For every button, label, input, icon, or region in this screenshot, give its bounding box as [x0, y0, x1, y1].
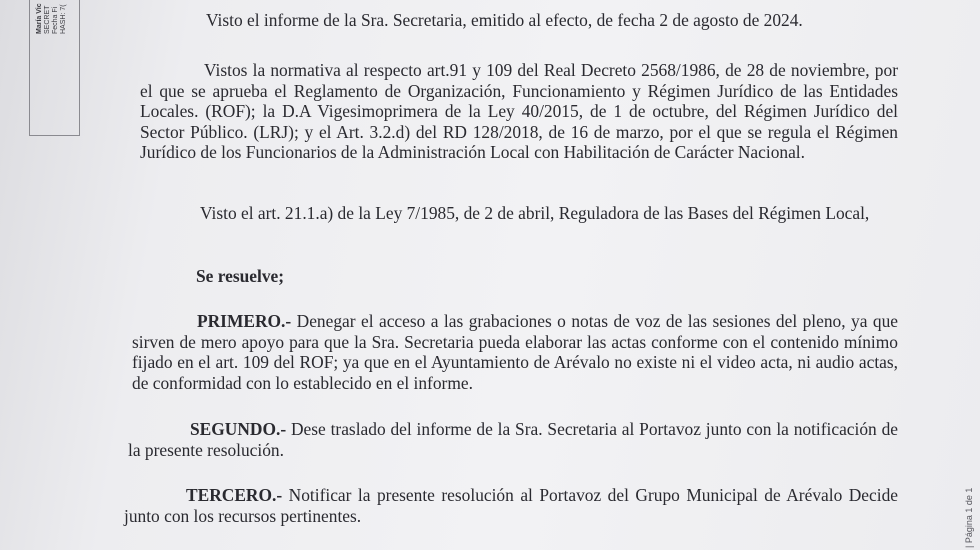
paragraph-segundo: [128, 419, 898, 460]
segundo-lead: SEGUNDO.-: [190, 419, 287, 439]
stamp-hash-label: HASH: 7(: [60, 4, 67, 34]
paragraph-vistos-normativa: Vistos la normativa al respecto art.91 y 109 del Real Decreto 2568/1986, de 28 de noviembre, por el que se aprueba el Reglamento de Organización, Funcionamiento y Régimen Jurídico de las Entidades Locales. (ROF); la D.A Vigesimoprimera de la Ley 40/2015, de 1 de octubre, del Régimen Jurídico del Sector Público. (LRJ); y el Art. 3.2.d) del RD 128/2018, de 16 de marzo, por el que se regula el Régimen Jurídico de los Funcionarios de la Administración Local con Habilitación de Carácter Nacional.: [140, 60, 898, 162]
segundo-text: Dese traslado del informe de la Sra. Secretaria al Portavoz junto con la notificación de la presente resolución.: [128, 419, 898, 460]
signature-stamp-box: [29, 0, 80, 136]
page-indicator: | Página 1 de 1: [964, 487, 974, 548]
heading-se-resuelve: Se resuelve;: [196, 266, 285, 286]
stamp-date-label: Fecha Fi: [52, 6, 59, 34]
signature-stamp-text: [36, 3, 68, 34]
stamp-signer-name: María Vic: [36, 3, 43, 34]
paragraph-tercero: [124, 485, 898, 526]
primero-text: Denegar el acceso a las grabaciones o notas de voz de las sesiones del pleno, ya que sirven de mero apoyo para que la Sra. Secretaria pueda elaborar las actas conforme con el contenido mínimo fijado en el art. 109 del ROF; ya que en el Ayuntamiento de Arévalo no existe ni el video acta, ni audio actas, de conformidad con lo establecido en el informe.: [132, 311, 898, 393]
paragraph-visto-informe: Visto el informe de la Sra. Secretaria, emitido al efecto, de fecha 2 de agosto de 2024.: [206, 10, 803, 30]
paragraph-visto-art: Visto el art. 21.1.a) de la Ley 7/1985, de 2 de abril, Reguladora de las Bases del Régimen Local,: [200, 203, 870, 223]
tercero-lead: TERCERO.-: [186, 485, 283, 505]
primero-lead: PRIMERO.-: [197, 311, 292, 331]
stamp-signer-role: SECRET: [44, 5, 51, 34]
paragraph-primero: [132, 311, 898, 393]
tercero-text: Notificar la presente resolución al Portavoz del Grupo Municipal de Arévalo Decide junto con los recursos pertinentes.: [124, 485, 898, 526]
